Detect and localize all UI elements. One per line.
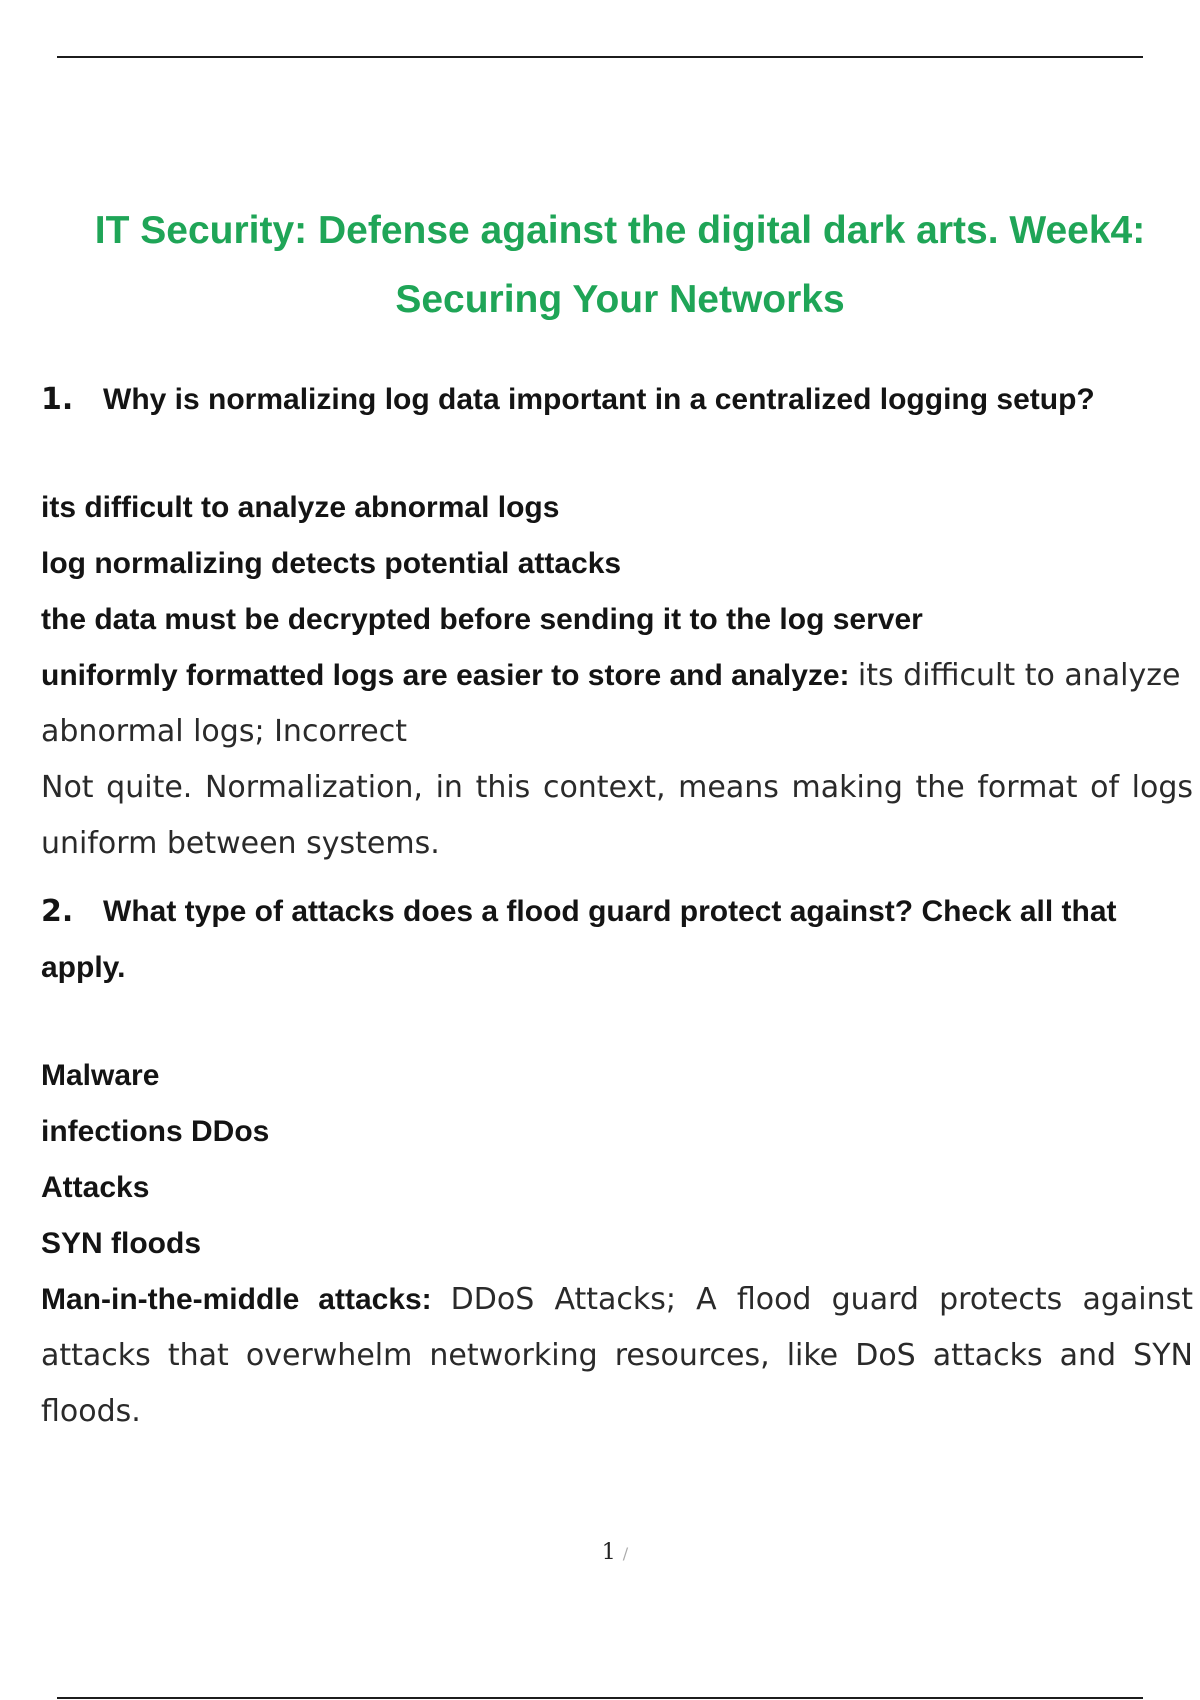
- question-text: Why is normalizing log data important in a centralized logging setup?: [103, 383, 1095, 416]
- option-item: SYN floods: [41, 1227, 202, 1260]
- answer-lead: uniformly formatted logs are easier to store and analyze:: [41, 659, 850, 692]
- question-1: [41, 372, 1193, 428]
- answer-2: [41, 1272, 1193, 1440]
- option-item: log normalizing detects potential attacks: [41, 547, 622, 580]
- page-number-value: 1: [601, 1540, 616, 1565]
- answer-1: [41, 648, 1193, 760]
- explanation-1: Not quite. Normalization, in this context, means making the format of logs uniform between systems.: [41, 770, 1193, 861]
- document-title: [40, 196, 1200, 334]
- question-number: 2.: [41, 894, 74, 929]
- option-item: the data must be decrypted before sending it to the log server: [41, 603, 923, 636]
- question-text: What type of attacks does a flood guard protect against? Check all that apply.: [41, 895, 1117, 984]
- option-item: infections DDos: [41, 1115, 270, 1148]
- answer-body: its difficult to analyze abnormal logs; Incorrect: [41, 658, 1181, 749]
- document-body: [41, 372, 1193, 1440]
- option-item: Malware: [41, 1059, 160, 1092]
- page-number-suffix: /: [622, 1544, 629, 1563]
- question-2: [41, 884, 1193, 996]
- page-number: [0, 1540, 1200, 1565]
- option-item: Attacks: [41, 1171, 150, 1204]
- title-line-2: Securing Your Networks: [395, 278, 845, 321]
- answer-body: DDoS Attacks; A flood guard protects against attacks that overwhelm networking resources, like DoS attacks and SYN floods.: [41, 1282, 1194, 1429]
- answer-lead: Man-in-the-middle attacks:: [41, 1283, 432, 1316]
- option-item: its difficult to analyze abnormal logs: [41, 491, 560, 524]
- top-rule: [57, 56, 1143, 58]
- bottom-rule: [57, 1697, 1143, 1699]
- title-line-1: IT Security: Defense against the digital dark arts. Week4:: [94, 209, 1146, 252]
- question-number: 1.: [41, 382, 74, 417]
